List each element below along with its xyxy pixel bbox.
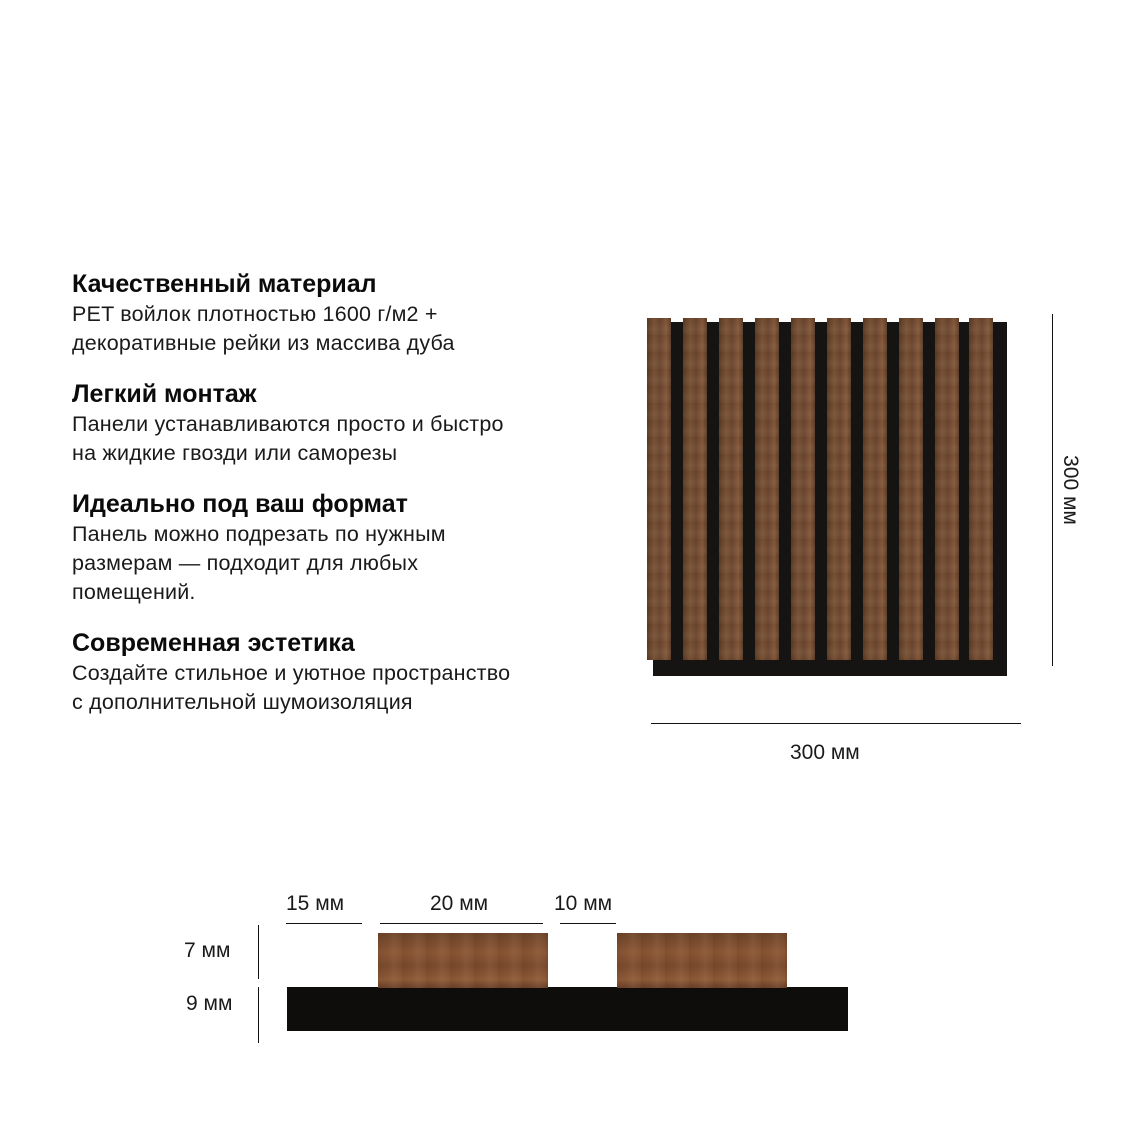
panel-slat (683, 318, 707, 660)
feature-material (72, 268, 632, 358)
feature-text-line: помещений. (72, 580, 196, 604)
feature-title: Современная эстетика (72, 629, 355, 657)
panel-slat (719, 318, 743, 660)
base-height-label: 9 мм (186, 992, 233, 1015)
feature-text-line: Создайте стильное и уютное пространство (72, 661, 511, 685)
slat-height-line (258, 925, 259, 979)
panel-slat (827, 318, 851, 660)
feature-text-line: с дополнительной шумоизоляция (72, 690, 413, 714)
gap-left-label: 15 мм (286, 892, 345, 915)
gap-right-line (560, 923, 616, 924)
feature-installation (72, 378, 632, 468)
wood-slat-section (617, 933, 787, 988)
feature-format (72, 488, 632, 607)
feature-title: Легкий монтаж (72, 380, 257, 408)
panel-slat (969, 318, 993, 660)
feature-text-line: на жидкие гвозди или саморезы (72, 441, 398, 465)
feature-text-line: Панель можно подрезать по нужным (72, 522, 446, 546)
slat-width-label: 20 мм (430, 892, 489, 915)
feature-title: Идеально под ваш формат (72, 490, 408, 518)
panel-slat (647, 318, 671, 660)
felt-base (287, 987, 848, 1031)
feature-text-line: размерам — подходит для любых (72, 551, 419, 575)
height-dimension-label: 300 мм (1059, 455, 1082, 525)
panel-slat (863, 318, 887, 660)
panel-slat (935, 318, 959, 660)
base-height-line (258, 987, 259, 1043)
width-dimension-line (651, 723, 1021, 724)
panel-slat (755, 318, 779, 660)
gap-left-line (286, 923, 362, 924)
feature-text-line: декоративные рейки из массива дуба (72, 331, 455, 355)
feature-list (72, 268, 632, 737)
feature-title: Качественный материал (72, 270, 377, 298)
feature-text-line: Панели устанавливаются просто и быстро (72, 412, 504, 436)
feature-text-line: PET войлок плотностью 1600 г/м2 + (72, 302, 438, 326)
width-dimension-label: 300 мм (790, 741, 860, 764)
feature-aesthetics (72, 627, 632, 717)
panel-slat (791, 318, 815, 660)
height-dimension (1050, 440, 1090, 540)
panel-slat (899, 318, 923, 660)
gap-right-label: 10 мм (554, 892, 613, 915)
slat-width-line (380, 923, 543, 924)
slat-height-label: 7 мм (184, 939, 231, 962)
wood-slat-section (378, 933, 548, 988)
